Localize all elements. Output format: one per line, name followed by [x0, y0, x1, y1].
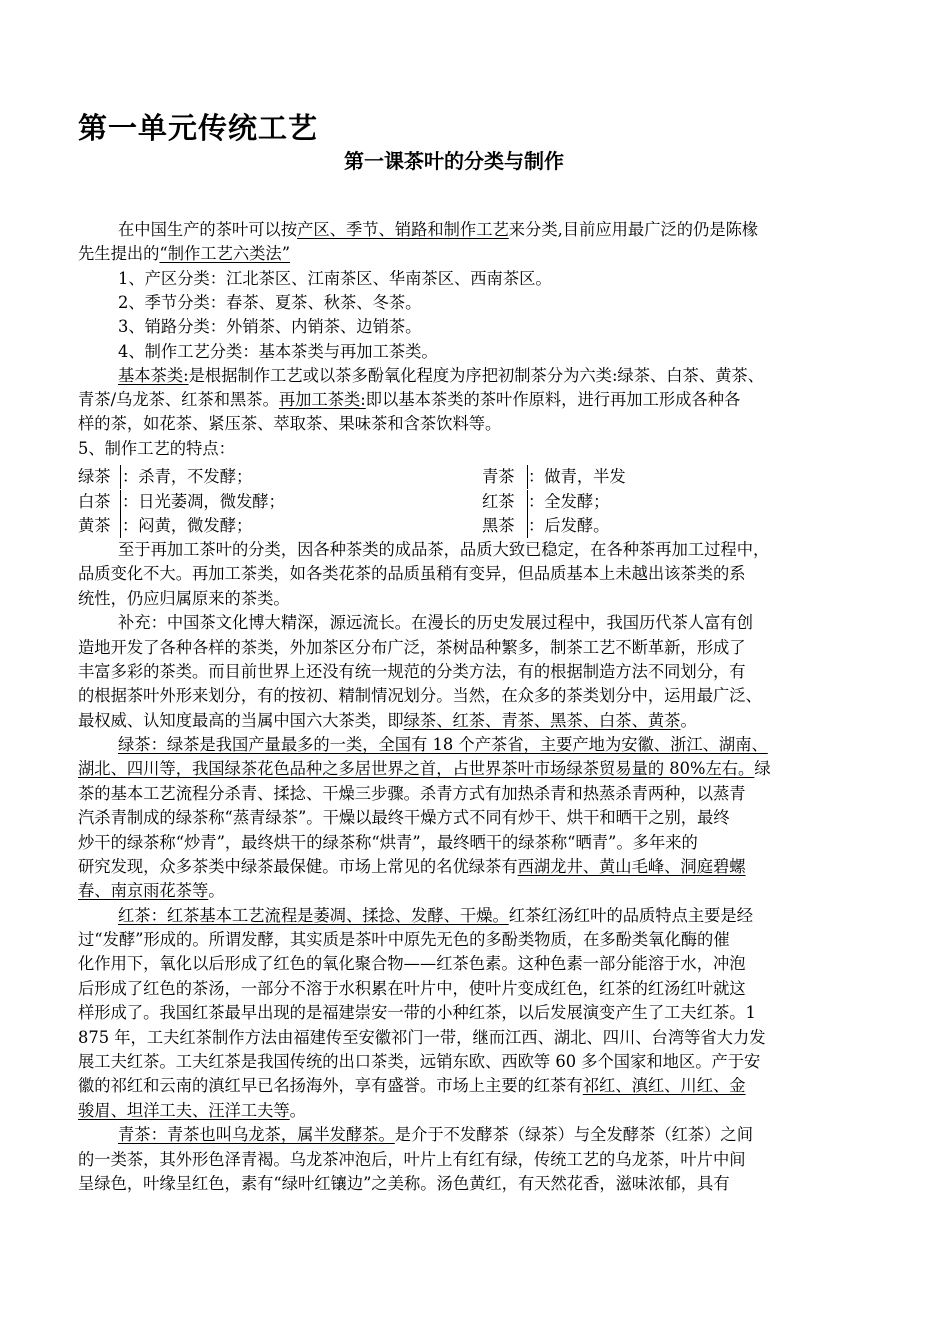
text-segment: 汽杀青制成的绿茶称“蒸青绿茶”。干燥以最终干燥方式不同有炒干、烘干和晒干之别，最终: [78, 808, 730, 828]
column-divider: [527, 490, 528, 514]
text-line: [78, 660, 898, 684]
column-divider: [527, 465, 528, 489]
text-segment: 即以基本茶类的茶叶作原料，进行再加工形成各种各: [365, 390, 741, 410]
text-line: [118, 267, 898, 291]
text-segment: 。: [208, 881, 225, 901]
underlined-text: 湖北、四川等，我国绿茶花色品种之多居世界之首，占世界茶叶市场绿茶贸易量的 80%左右。: [78, 759, 755, 779]
text-line: [78, 831, 898, 855]
text-line: [78, 412, 898, 436]
underlined-text: 基本茶类:: [118, 365, 189, 385]
text-segment: 是介于不发酵茶（绿茶）与全发酵茶（红茶）之间: [394, 1125, 753, 1145]
tea-process: ：杀青，不发酵；: [122, 467, 253, 486]
text-line: [78, 1001, 898, 1025]
tea-process: ：全发酵；: [528, 491, 610, 511]
text-line: [78, 1099, 898, 1123]
text-segment: 青茶/乌龙茶、红茶和黑茶。: [78, 390, 279, 410]
text-line: [78, 1050, 898, 1074]
underlined-text: 西湖龙井、黄山毛峰、洞庭碧螺: [517, 856, 746, 876]
tea-name: 红茶: [482, 491, 515, 511]
text-line: [118, 340, 898, 364]
text-segment: 徽的祁红和云南的滇红早已名扬海外，享有盛誉。市场上主要的红茶有: [78, 1076, 583, 1096]
text-segment: 化作用下，氧化以后形成了红色的氧化聚合物——红茶色素。这种色素一部分能溶于水，冲泡: [78, 954, 746, 974]
text-segment: 补充：中国茶文化博大精深，源远流长。在漫长的历史发展过程中，我国历代茶人富有创: [118, 613, 753, 633]
text-segment: 呈绿色，叶缘呈红色，素有“绿叶红镶边”之美称。汤色黄红，有天然花香，滋味浓郁，具有: [78, 1173, 730, 1193]
text-line: [78, 1172, 898, 1196]
column-divider: [120, 514, 121, 538]
text-segment: 炒干的绿茶称“炒青”，最终烘干的绿茶称“烘青”，最终晒干的绿茶称“晒青”。多年来的: [78, 832, 698, 852]
text-segment: 过“发酵”形成的。所谓发酵，其实质是茶叶中原先无色的多酚类物质，在多酚类氧化酶的催: [78, 930, 730, 950]
underlined-text: “制作工艺六类法”: [159, 244, 291, 264]
text-segment: 造地开发了各种各样的茶类，外加茶区分布广泛，茶树品种繁多，制茶工艺不断革新，形成了: [78, 637, 746, 657]
text-line: [78, 709, 898, 733]
text-line: [118, 364, 898, 388]
text-line: [78, 684, 898, 708]
text-line: [118, 218, 898, 242]
text-segment: 最权威、认知度最高的当属中国六大茶类，即: [78, 710, 404, 730]
text-line: [78, 952, 898, 976]
tea-name: 绿茶: [78, 467, 111, 486]
text-line: [78, 782, 898, 806]
text-line: [78, 1148, 898, 1172]
text-line: [78, 587, 898, 611]
text-segment: 2、季节分类：春茶、夏茶、秋茶、冬茶。: [118, 292, 422, 312]
tea-process: ：做青，半发: [528, 467, 626, 486]
text-line: [78, 855, 898, 879]
underlined-text: 骏眉、坦洋工夫、汪洋工夫等: [78, 1100, 290, 1120]
text-segment: 是根据制作工艺或以茶多酚氧化程度为序把初制茶分为六类:绿茶、白茶、黄茶、: [188, 365, 764, 385]
text-segment: 后形成了红色的茶汤，一部分不溶于水积累在叶片中，使叶片变成红色，红茶的红汤红叶就这: [78, 978, 746, 998]
text-segment: 5、制作工艺的特点：: [78, 438, 235, 458]
text-segment: 875 年，工夫红茶制作方法由福建传至安徽祁门一带，继而江西、湖北、四川、台湾等省大力发: [78, 1027, 766, 1047]
text-segment: 3、销路分类：外销茶、内销茶、边销茶。: [118, 317, 422, 337]
text-segment: 红茶红汤红叶的品质特点主要是经: [508, 905, 753, 925]
underlined-text: 祁红、滇红、川红、金: [582, 1076, 746, 1096]
tea-process: ：后发酵。: [528, 516, 610, 535]
underlined-text: 产区、季节、销路和制作工艺: [297, 220, 509, 239]
text-segment: 先生提出的: [78, 244, 160, 264]
text-line: [78, 437, 898, 461]
text-line: [118, 611, 898, 635]
column-divider: [527, 514, 528, 538]
underlined-text: 绿茶、红茶、青茶、黑茶、白茶、黄茶: [403, 710, 681, 730]
text-segment: 样形成了。我国红茶最早出现的是福建崇安一带的小种红茶，以后发展演变产生了工夫红茶。1: [78, 1003, 756, 1023]
text-line: [78, 879, 898, 903]
text-segment: 统性，仍应归属原来的茶类。: [78, 588, 290, 608]
text-line: [118, 733, 898, 757]
text-segment: 在中国生产的茶叶可以按: [118, 220, 298, 239]
underlined-text: 青茶：青茶也叫乌龙茶，属半发酵茶。: [118, 1125, 395, 1145]
underlined-text: 绿茶：绿茶是我国产量最多的一类，全国有 18 个产茶省，主要产地为安徽、浙江、湖南、: [118, 735, 768, 755]
underlined-text: 再加工茶类:: [278, 390, 366, 410]
text-line: [78, 242, 898, 266]
text-segment: 。: [680, 710, 697, 730]
text-segment: 样的茶，如花茶、紧压茶、萃取茶、果味茶和含茶饮料等。: [78, 414, 502, 434]
underlined-text: 红茶：红茶基本工艺流程是萎凋、揉捻、发酵、干燥。: [118, 905, 509, 925]
text-segment: 来分类,目前应用最广泛的仍是陈椽: [508, 220, 759, 239]
tea-name: 青茶: [482, 467, 515, 486]
tea-name: 黑茶: [482, 516, 515, 535]
text-segment: 茶的基本工艺流程分杀青、揉捻、干燥三步骤。杀青方式有加热杀青和热蒸杀青两种，以蒸青: [78, 783, 746, 803]
tea-name: 黄茶: [78, 516, 111, 535]
text-line: [78, 757, 898, 781]
tea-process: ：闷黄，微发酵；: [122, 516, 253, 535]
text-segment: 的一类茶，其外形色泽青褐。乌龙茶冲泡后，叶片上有红有绿，传统工艺的乌龙茶，叶片中间: [78, 1149, 746, 1169]
text-line: [78, 977, 898, 1001]
text-segment: 绿: [754, 759, 771, 779]
text-line: [118, 1123, 898, 1147]
column-divider: [120, 490, 121, 514]
tea-name: 白茶: [78, 491, 111, 511]
text-segment: 。: [289, 1100, 306, 1120]
text-line: [118, 315, 898, 339]
text-segment: 研究发现，众多茶类中绿茶最保健。市场上常见的名优绿茶有: [78, 856, 518, 876]
text-line: [78, 1026, 898, 1050]
text-segment: 的根据茶叶外形来划分，有的按初、精制情况划分。当然，在众多的茶类划分中，运用最广泛、: [78, 686, 762, 706]
unit-title: 第一单元传统工艺: [78, 111, 319, 145]
column-divider: [120, 465, 121, 489]
text-line: [118, 538, 898, 562]
text-line: [78, 806, 898, 830]
text-segment: 展工夫红茶。工夫红茶是我国传统的出口茶类，远销东欧、西欧等 60 多个国家和地区。产于安: [78, 1051, 761, 1071]
text-line: [78, 928, 898, 952]
text-segment: 品质变化不大。再加工茶类，如各类花茶的品质虽稍有变异，但品质基本上未越出该茶类的系: [78, 564, 746, 584]
text-segment: 1、产区分类：江北茶区、江南茶区、华南茶区、西南茶区。: [118, 268, 552, 288]
underlined-text: 春、南京雨花茶等: [78, 881, 209, 901]
text-segment: 4、制作工艺分类：基本茶类与再加工茶类。: [118, 341, 438, 361]
text-segment: 至于再加工茶叶的分类，因各种茶类的成品茶，品质大致已稳定，在各种茶再加工过程中，: [118, 540, 770, 559]
lesson-title: 第一课茶叶的分类与制作: [344, 149, 564, 173]
text-line: [78, 636, 898, 660]
text-segment: 丰富多彩的茶类。而目前世界上还没有统一规范的分类方法，有的根据制造方法不同划分，有: [78, 661, 746, 681]
text-line: [78, 1074, 898, 1098]
text-line: [78, 562, 898, 586]
text-line: [118, 291, 898, 315]
tea-process: ：日光萎凋，微发酵；: [122, 491, 285, 511]
text-line: [78, 388, 898, 412]
text-line: [118, 904, 898, 928]
